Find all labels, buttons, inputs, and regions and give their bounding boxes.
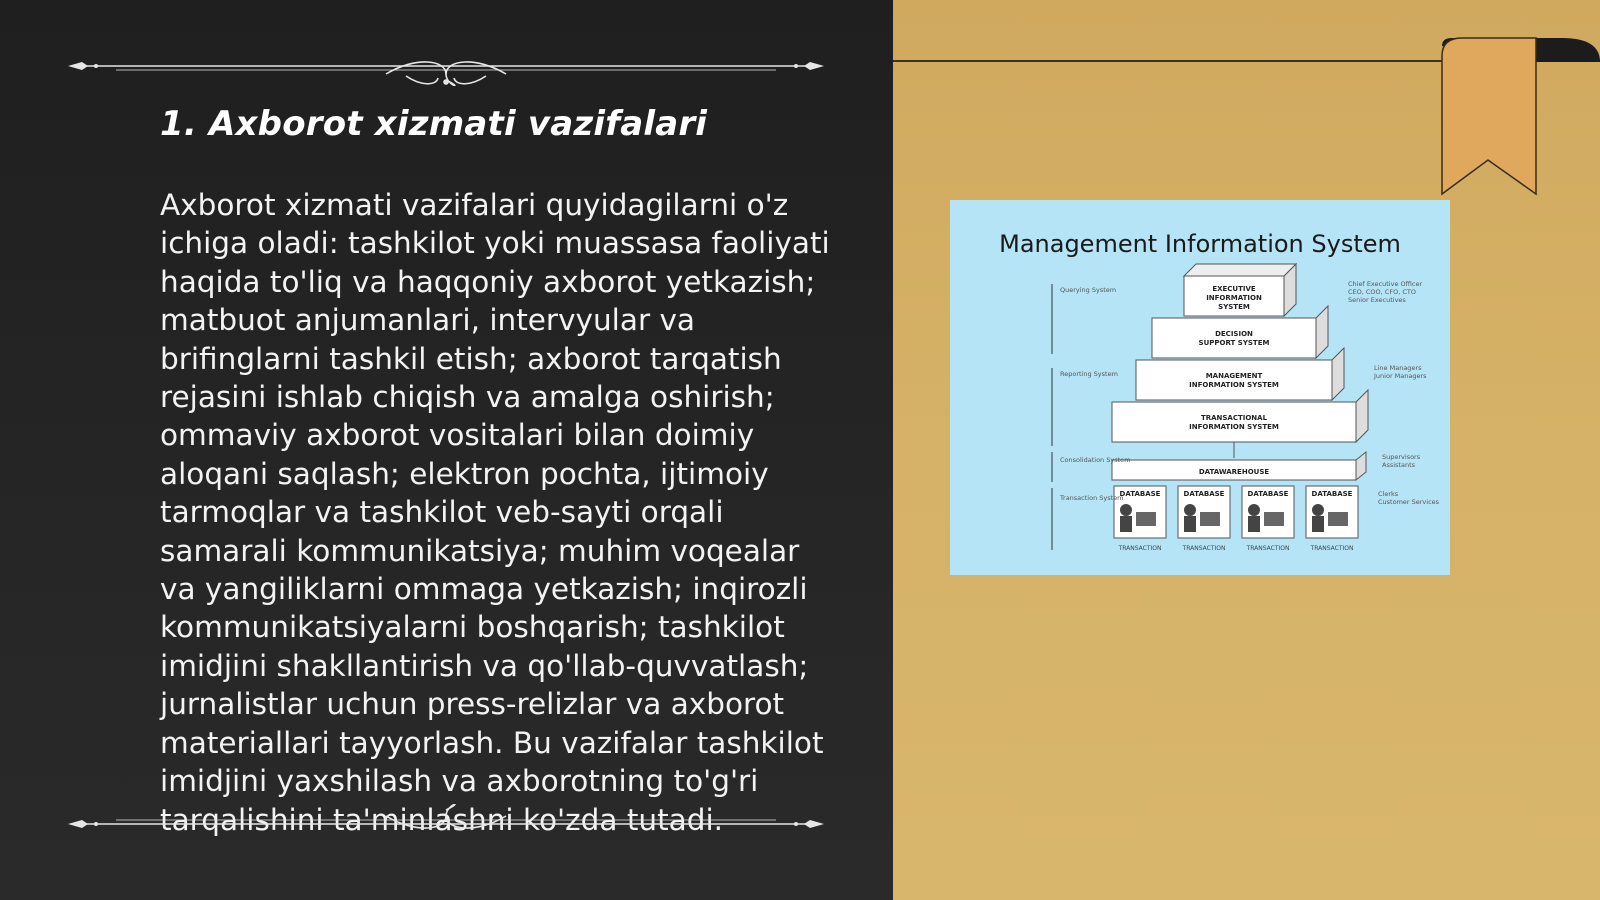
top-ornament <box>66 46 826 86</box>
transaction-label-3: TRANSACTION <box>1246 545 1290 552</box>
bookmark-ribbon-icon <box>1432 34 1600 204</box>
right-label-1: Chief Executive Officer <box>1348 280 1423 288</box>
level-3-line2: INFORMATION SYSTEM <box>1189 381 1279 389</box>
right-label-8: Clerks <box>1378 490 1399 498</box>
right-label-7: Assistants <box>1382 461 1415 469</box>
right-label-4: Line Managers <box>1374 364 1422 372</box>
mis-title: Management Information System <box>999 230 1401 258</box>
database-label-2: DATABASE <box>1183 490 1225 498</box>
level-4-line1: TRANSACTIONAL <box>1200 414 1268 422</box>
left-label-1: Querying System <box>1060 286 1117 294</box>
level-4-line2: INFORMATION SYSTEM <box>1189 423 1279 431</box>
database-label-1: DATABASE <box>1119 490 1161 498</box>
level-1-line3: SYSTEM <box>1218 303 1250 311</box>
database-label-4: DATABASE <box>1311 490 1353 498</box>
transaction-label-4: TRANSACTION <box>1310 545 1354 552</box>
right-label-3: Senior Executives <box>1348 296 1406 304</box>
level-2-line2: SUPPORT SYSTEM <box>1198 339 1270 347</box>
left-label-2: Reporting System <box>1060 370 1118 378</box>
mis-pyramid <box>950 200 1450 575</box>
level-3-line1: MANAGEMENT <box>1205 372 1263 380</box>
mis-diagram-image <box>950 200 1450 575</box>
left-label-4: Transaction System <box>1060 494 1124 502</box>
level-1-line2: INFORMATION <box>1206 294 1262 302</box>
database-label-3: DATABASE <box>1247 490 1289 498</box>
left-label-3: Consolidation System <box>1060 456 1131 464</box>
level-1-line1: EXECUTIVE <box>1212 285 1256 293</box>
right-label-5: Junior Managers <box>1374 372 1427 380</box>
transaction-label-1: TRANSACTION <box>1118 545 1162 552</box>
right-label-6: Supervisors <box>1382 453 1421 461</box>
databases <box>1114 486 1358 538</box>
level-2-line1: DECISION <box>1215 330 1253 338</box>
right-label-2: CEO, COO, CFO, CTO <box>1348 288 1416 296</box>
right-label-9: Customer Services <box>1378 498 1440 506</box>
transaction-label-2: TRANSACTION <box>1182 545 1226 552</box>
slide-title: 1. Axborot xizmati vazifalari <box>160 104 708 144</box>
bottom-ornament <box>66 804 826 844</box>
slide-body-text: Axborot xizmati vazifalari quyidagilarni o'z ichiga oladi: tashkilot yoki muassasa faoliyati haqida to'liq va haqqoniy axborot yetkazish; matbuot anjumanlari, intervyular va brifinglarni tashkil etish; axborot tarqatish rejasini ishlab chiqish va amalga oshirish; ommaviy axborot vositalari bilan doimiy aloqani saqlash; elektron pochta, ijtimoiy tarmoqlar va tashkilot veb-sayti orqali samarali kommunikatsiya; muhim voqealar va yangiliklarni ommaga yetkazish; inqirozli kommunikatsiyalarni boshqarish; tashkilot imidjini shakllantirish va qo'llab-quvvatlash; jurnalistlar uchun press-relizlar va axborot materiallari tayyorlash. Bu vazifalar tashkilot imidjini yaxshilash va axborotning to'g'ri tarqalishini ta'minlashni ko'zda tutadi. <box>160 188 830 837</box>
datawarehouse-label: DATAWAREHOUSE <box>1198 468 1270 476</box>
